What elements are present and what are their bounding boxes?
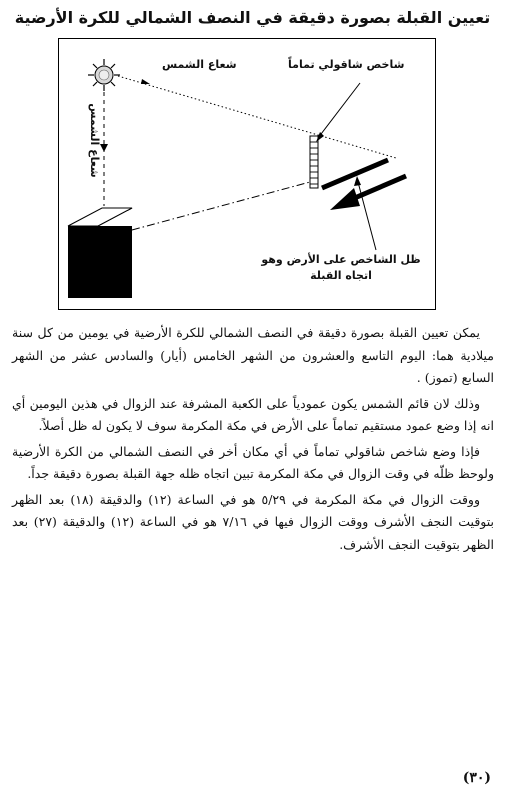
qibla-dashdot-line [132,182,310,230]
paragraph-4: ووقت الزوال في مكة المكرمة في ٥/٢٩ هو في الساعة (١٢) والدقيقة (١٨) بعد الظهر بتوقيت النجف الأشرف ووقت الزوال فيها في ٧/١٦ هو في الساعة (١٢) والدقيقة (٢٧) بعد الظهر بتوقيت النجف الأشرف. [12,491,495,552]
kaaba-cube [68,208,132,298]
sun-ray-label: شعاع الشمس [162,58,237,71]
rod-pointer-line [318,83,360,138]
vertical-rod [310,136,318,188]
page-title: تعيين القبلة بصورة دقيقة في النصف الشمالي للكرة الأرضية [14,8,491,27]
qibla-diagram [58,38,436,310]
sun-icon [88,59,120,91]
vertical-ray-label: شعاع الشمس [87,103,101,178]
shadow-label: ظل الشاخص على الأرض وهو اتجاه القبلة [261,253,421,282]
rod-label: شاخص شاقولي تماماً [288,58,405,71]
body-text [12,322,494,559]
paragraph-2: وذلك لان قائم الشمس يكون عمودياً على الكعبة المشرفة عند الزوال في هذين اليومين أي انه إذا وضع عمود مستقيم تماماً على الأرض في مكة المكرمة سوف لا يكون له ظل أصلاً. [12,395,494,433]
shadow-pointer-arrowhead [354,176,361,186]
paragraph-3: فإذا وضع شاخص شاقولي تماماً في أي مكان أخر في النصف الشمالي من الكرة الأرضية ولوحظ ظلّه في وقت الزوال في مكة المكرمة تبين اتجاه ظله جهة القبلة بصورة دقيقة جداً. [12,443,494,481]
paragraph-1: يمكن تعيين القبلة بصورة دقيقة في النصف الشمالي للكرة الأرضية في يومين من كل سنة ميلادية هما: اليوم التاسع والعشرون من الشهر الخامس (أيار) والسادس عشر من الشهر السابع (تموز) . [12,325,494,385]
vertical-ray-arrowhead [100,144,108,152]
sun-ray-arrowhead [141,79,150,84]
sun-ray-line [118,76,396,158]
page-number: (٣٠) [462,770,491,786]
